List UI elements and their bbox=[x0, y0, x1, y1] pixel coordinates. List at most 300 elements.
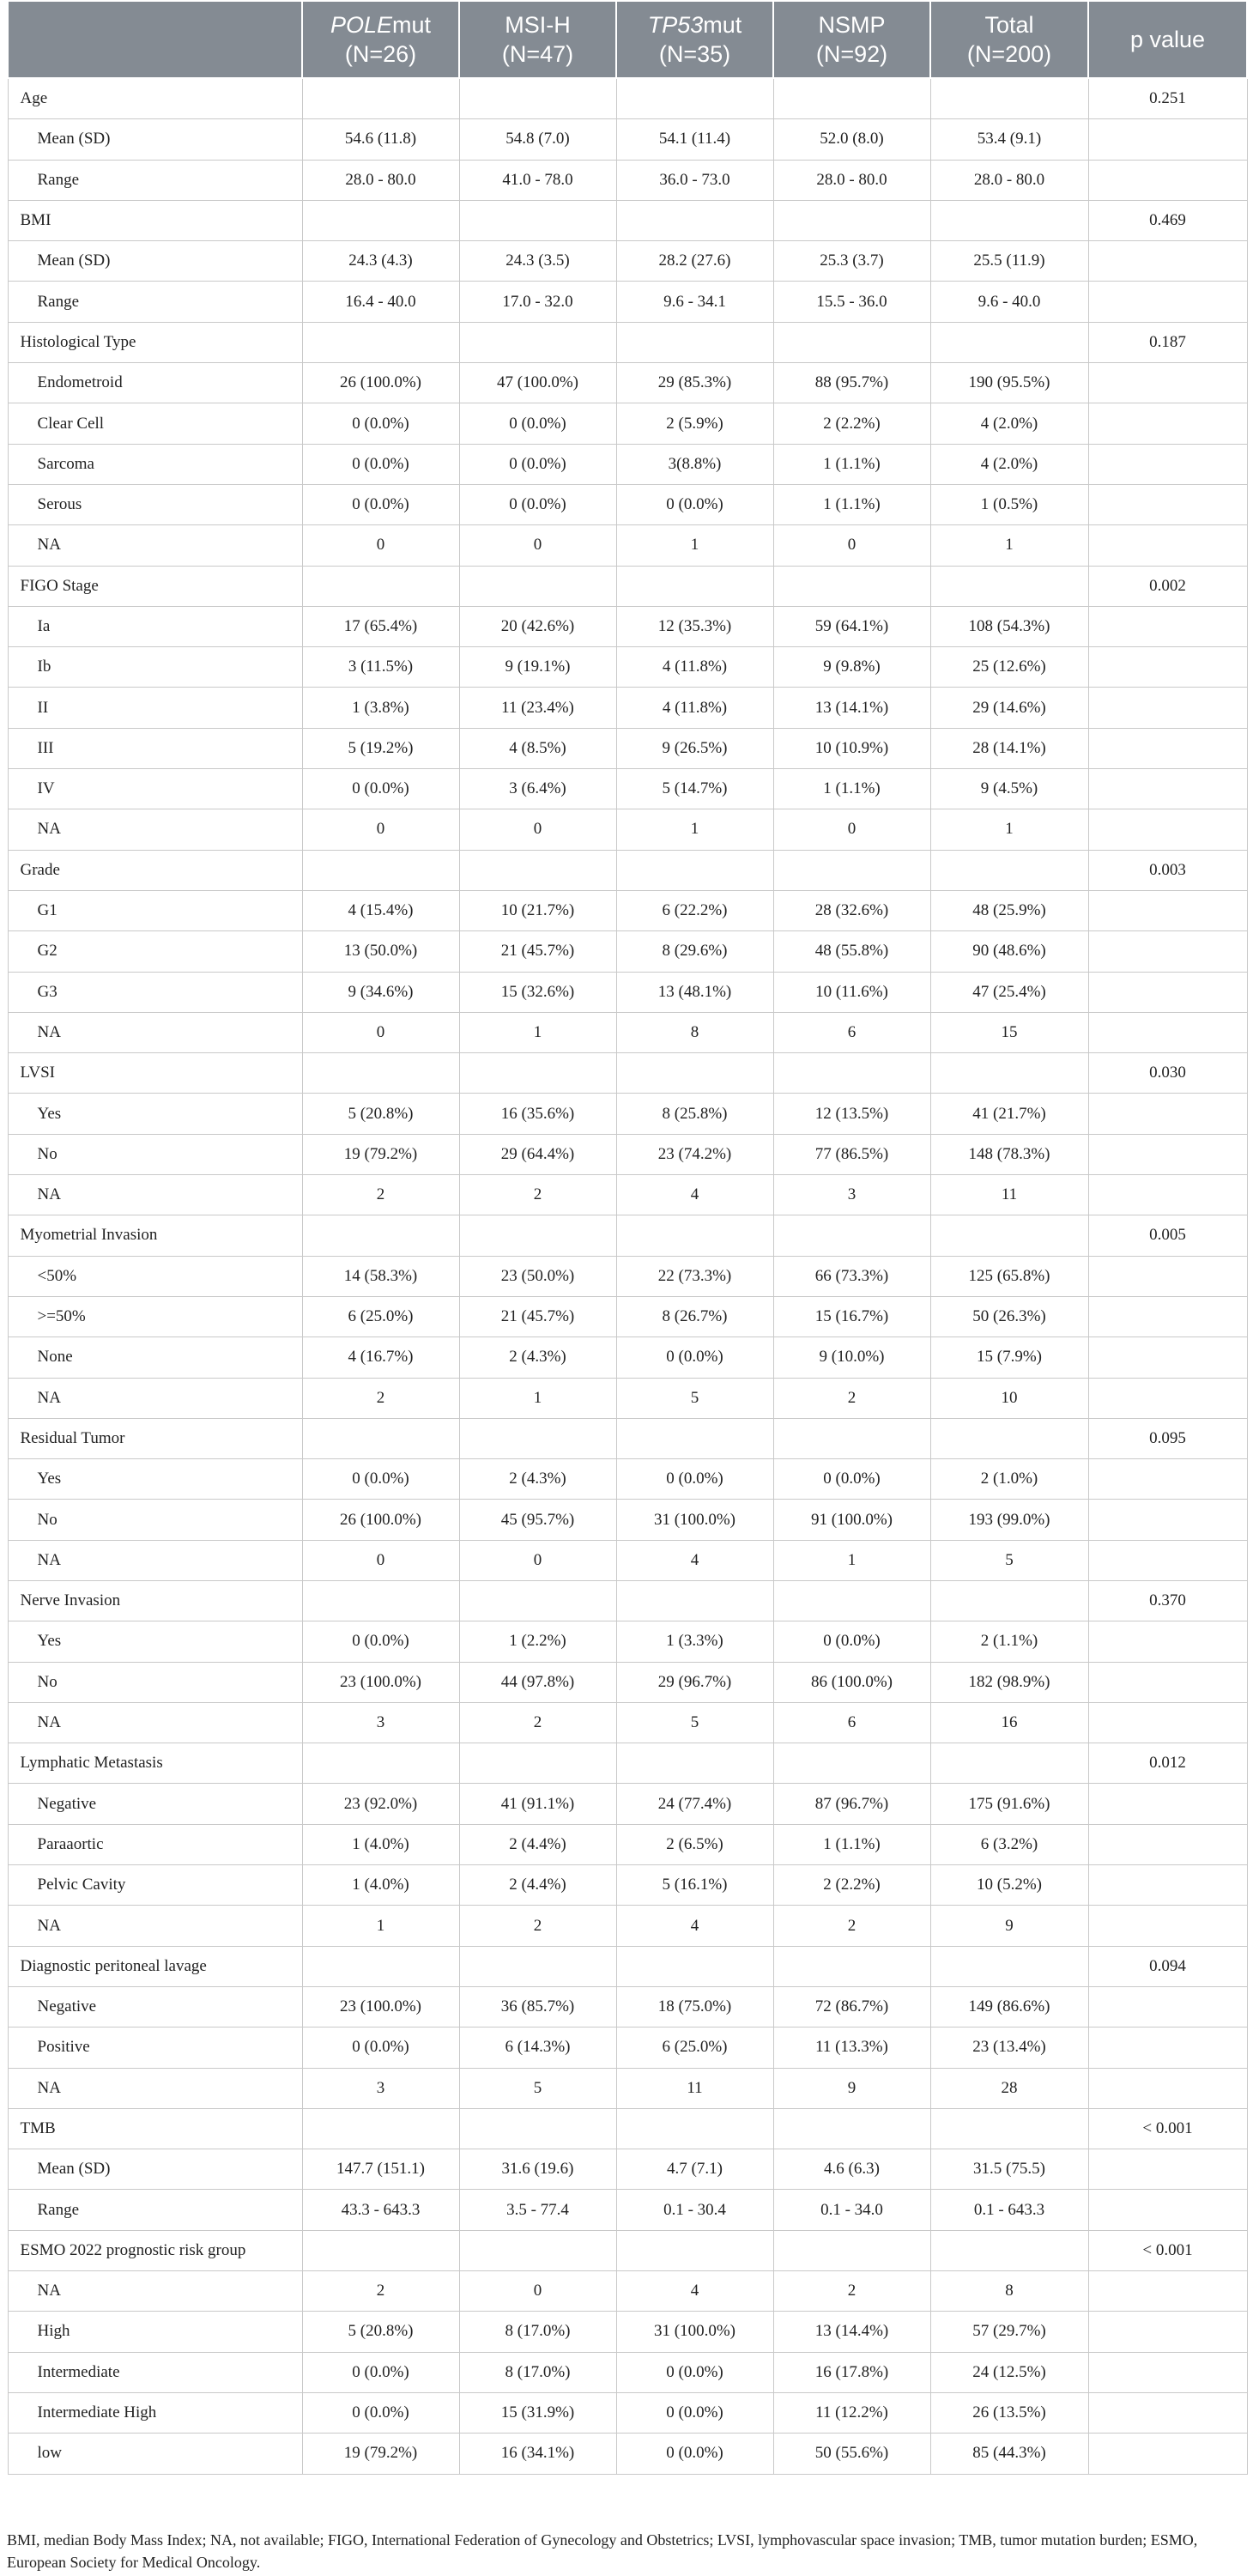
table-cell: 28.0 - 80.0 bbox=[302, 160, 459, 200]
p-value-cell bbox=[1088, 688, 1247, 728]
table-row bbox=[8, 363, 1247, 403]
table-row bbox=[8, 1986, 1247, 2027]
p-value-cell bbox=[1088, 2352, 1247, 2392]
p-value-cell bbox=[1088, 444, 1247, 484]
table-row bbox=[8, 2352, 1247, 2392]
column-header-count: (N=26) bbox=[344, 41, 417, 67]
table-cell: 13 (50.0%) bbox=[302, 931, 459, 972]
table-row bbox=[8, 1459, 1247, 1500]
table-cell: 0 (0.0%) bbox=[302, 2352, 459, 2392]
table-cell: 24 (77.4%) bbox=[616, 1784, 773, 1824]
table-cell: 24 (12.5%) bbox=[930, 2352, 1088, 2392]
table-cell: 5 bbox=[616, 1702, 773, 1743]
table-cell: 23 (100.0%) bbox=[302, 1986, 459, 2027]
p-value-cell bbox=[1088, 484, 1247, 524]
table-cell: 72 (86.7%) bbox=[773, 1986, 930, 2027]
table-cell: 8 (25.8%) bbox=[616, 1094, 773, 1134]
row-label: High bbox=[8, 2312, 302, 2352]
table-cell: 20 (42.6%) bbox=[459, 606, 616, 646]
table-cell: 0 (0.0%) bbox=[616, 1459, 773, 1500]
table-cell: 36 (85.7%) bbox=[459, 1986, 616, 2027]
table-cell bbox=[459, 566, 616, 606]
table-cell: 85 (44.3%) bbox=[930, 2434, 1088, 2474]
table-cell: 43.3 - 643.3 bbox=[302, 2190, 459, 2230]
p-value-cell bbox=[1088, 1824, 1247, 1864]
table-cell: 2 bbox=[773, 1906, 930, 1946]
row-label: Range bbox=[8, 2190, 302, 2230]
p-value-cell bbox=[1088, 1784, 1247, 1824]
row-label: Yes bbox=[8, 1621, 302, 1662]
table-cell: 1 bbox=[930, 809, 1088, 850]
table-cell: 0 (0.0%) bbox=[616, 1337, 773, 1378]
p-value-cell bbox=[1088, 1540, 1247, 1580]
table-group-row bbox=[8, 2230, 1247, 2270]
row-label: ESMO 2022 prognostic risk group bbox=[8, 2230, 302, 2270]
table-group-row bbox=[8, 78, 1247, 119]
table-cell: 87 (96.7%) bbox=[773, 1784, 930, 1824]
table-cell: 5 (16.1%) bbox=[616, 1865, 773, 1906]
table-cell: 15 (7.9%) bbox=[930, 1337, 1088, 1378]
table-cell: 47 (100.0%) bbox=[459, 363, 616, 403]
row-label: Mean (SD) bbox=[8, 119, 302, 160]
p-value-cell bbox=[1088, 1256, 1247, 1296]
row-label: Positive bbox=[8, 2027, 302, 2068]
table-cell: 0 bbox=[773, 525, 930, 566]
table-cell: 10 (10.9%) bbox=[773, 728, 930, 768]
table-cell bbox=[773, 1946, 930, 1986]
table-cell bbox=[616, 1946, 773, 1986]
column-header-text: Total bbox=[984, 12, 1034, 38]
table-row bbox=[8, 1094, 1247, 1134]
table-row bbox=[8, 1784, 1247, 1824]
row-label: Paraaortic bbox=[8, 1824, 302, 1864]
row-label: Yes bbox=[8, 1459, 302, 1500]
p-value-cell bbox=[1088, 809, 1247, 850]
table-cell bbox=[302, 2108, 459, 2149]
row-label: NA bbox=[8, 1906, 302, 1946]
table-cell: 9 (34.6%) bbox=[302, 972, 459, 1012]
table-cell: 31.5 (75.5) bbox=[930, 2149, 1088, 2190]
row-label: NA bbox=[8, 809, 302, 850]
table-row bbox=[8, 1296, 1247, 1336]
table-row bbox=[8, 1621, 1247, 1662]
row-label: low bbox=[8, 2434, 302, 2474]
table-cell: 2 (2.2%) bbox=[773, 1865, 930, 1906]
table-cell bbox=[930, 850, 1088, 890]
p-value-cell: < 0.001 bbox=[1088, 2230, 1247, 2270]
table-cell bbox=[302, 322, 459, 362]
table-cell: 0 bbox=[773, 809, 930, 850]
p-value-cell bbox=[1088, 1175, 1247, 1215]
table-row bbox=[8, 809, 1247, 850]
table-cell: 54.8 (7.0) bbox=[459, 119, 616, 160]
row-label: G2 bbox=[8, 931, 302, 972]
row-label: LVSI bbox=[8, 1053, 302, 1094]
table-cell: 86 (100.0%) bbox=[773, 1662, 930, 1702]
table-cell: 11 (13.3%) bbox=[773, 2027, 930, 2068]
row-label: None bbox=[8, 1337, 302, 1378]
table-cell: 4 (2.0%) bbox=[930, 444, 1088, 484]
p-value-cell bbox=[1088, 160, 1247, 200]
table-cell bbox=[930, 1946, 1088, 1986]
table-cell bbox=[930, 1053, 1088, 1094]
table-cell: 31.6 (19.6) bbox=[459, 2149, 616, 2190]
table-row bbox=[8, 890, 1247, 930]
table-cell: 15 (32.6%) bbox=[459, 972, 616, 1012]
column-header-count: (N=200) bbox=[966, 41, 1052, 67]
table-row bbox=[8, 2190, 1247, 2230]
column-header-count: (N=35) bbox=[658, 41, 731, 67]
table-cell bbox=[930, 2230, 1088, 2270]
table-cell: 9 (10.0%) bbox=[773, 1337, 930, 1378]
p-value-cell bbox=[1088, 2392, 1247, 2433]
table-row bbox=[8, 1012, 1247, 1052]
table-cell bbox=[616, 1053, 773, 1094]
table-cell: 23 (13.4%) bbox=[930, 2027, 1088, 2068]
table-cell: 47 (25.4%) bbox=[930, 972, 1088, 1012]
table-cell: 4 bbox=[616, 2271, 773, 2312]
table-cell: 6 (25.0%) bbox=[302, 1296, 459, 1336]
table-cell bbox=[459, 78, 616, 119]
table-cell bbox=[302, 850, 459, 890]
table-cell bbox=[302, 566, 459, 606]
p-value-cell bbox=[1088, 769, 1247, 809]
table-cell: 0 (0.0%) bbox=[773, 1459, 930, 1500]
table-cell: 3 (6.4%) bbox=[459, 769, 616, 809]
row-label: NA bbox=[8, 1702, 302, 1743]
row-label: No bbox=[8, 1662, 302, 1702]
table-cell: 18 (75.0%) bbox=[616, 1986, 773, 2027]
table-header bbox=[8, 1, 1247, 78]
table-cell bbox=[302, 1215, 459, 1256]
row-label: Range bbox=[8, 282, 302, 322]
row-label: Ia bbox=[8, 606, 302, 646]
table-row bbox=[8, 769, 1247, 809]
table-cell: 1 (0.5%) bbox=[930, 484, 1088, 524]
table-cell: 2 bbox=[459, 1175, 616, 1215]
row-label: Age bbox=[8, 78, 302, 119]
table-cell: 1 (2.2%) bbox=[459, 1621, 616, 1662]
table-group-row bbox=[8, 1418, 1247, 1458]
table-row bbox=[8, 2068, 1247, 2108]
table-cell: 6 bbox=[773, 1012, 930, 1052]
table-cell bbox=[616, 2108, 773, 2149]
table-cell: 1 bbox=[773, 1540, 930, 1580]
table-row bbox=[8, 2271, 1247, 2312]
table-cell: 149 (86.6%) bbox=[930, 1986, 1088, 2027]
table-cell: 59 (64.1%) bbox=[773, 606, 930, 646]
table-cell bbox=[773, 322, 930, 362]
table-cell: 28 (32.6%) bbox=[773, 890, 930, 930]
row-label: Endometroid bbox=[8, 363, 302, 403]
table-cell bbox=[459, 322, 616, 362]
table-cell: 108 (54.3%) bbox=[930, 606, 1088, 646]
table-cell bbox=[616, 566, 773, 606]
table-cell: 52.0 (8.0) bbox=[773, 119, 930, 160]
column-header-text: mut bbox=[392, 12, 432, 38]
p-value-cell bbox=[1088, 1906, 1247, 1946]
table-cell: 1 (4.0%) bbox=[302, 1865, 459, 1906]
table-cell: 31 (100.0%) bbox=[616, 1500, 773, 1540]
row-label: Ib bbox=[8, 647, 302, 688]
table-cell: 0 (0.0%) bbox=[302, 769, 459, 809]
table-cell: 16.4 - 40.0 bbox=[302, 282, 459, 322]
table-cell: 5 (19.2%) bbox=[302, 728, 459, 768]
table-group-row bbox=[8, 200, 1247, 240]
table-row bbox=[8, 2149, 1247, 2190]
p-value-cell: 0.095 bbox=[1088, 1418, 1247, 1458]
p-value-cell bbox=[1088, 606, 1247, 646]
table-cell bbox=[773, 1053, 930, 1094]
table-cell bbox=[459, 1215, 616, 1256]
table-cell: 88 (95.7%) bbox=[773, 363, 930, 403]
table-cell: 1 bbox=[459, 1012, 616, 1052]
table-cell: 2 bbox=[302, 1175, 459, 1215]
clinical-characteristics-table bbox=[7, 0, 1248, 2475]
row-label: Mean (SD) bbox=[8, 2149, 302, 2190]
p-value-cell bbox=[1088, 1986, 1247, 2027]
p-value-cell: 0.003 bbox=[1088, 850, 1247, 890]
table-cell: 0 (0.0%) bbox=[302, 2392, 459, 2433]
row-label: NA bbox=[8, 1378, 302, 1418]
table-cell: 10 bbox=[930, 1378, 1088, 1418]
table-cell: 45 (95.7%) bbox=[459, 1500, 616, 1540]
table-cell: 0 bbox=[459, 809, 616, 850]
table-cell: 26 (13.5%) bbox=[930, 2392, 1088, 2433]
table-cell bbox=[459, 1053, 616, 1094]
table-cell: 0 (0.0%) bbox=[302, 403, 459, 444]
table-cell: 15.5 - 36.0 bbox=[773, 282, 930, 322]
table-cell: 0 (0.0%) bbox=[302, 444, 459, 484]
p-value-cell: 0.005 bbox=[1088, 1215, 1247, 1256]
column-header-title bbox=[774, 10, 929, 39]
column-header-text: mut bbox=[703, 12, 742, 38]
table-cell: 16 (34.1%) bbox=[459, 2434, 616, 2474]
table-cell: 3.5 - 77.4 bbox=[459, 2190, 616, 2230]
table-cell: 1 bbox=[459, 1378, 616, 1418]
row-label: FIGO Stage bbox=[8, 566, 302, 606]
table-cell: 90 (48.6%) bbox=[930, 931, 1088, 972]
table-cell: 48 (55.8%) bbox=[773, 931, 930, 972]
table-cell bbox=[302, 200, 459, 240]
table-cell: 12 (35.3%) bbox=[616, 606, 773, 646]
table-cell: 28.0 - 80.0 bbox=[930, 160, 1088, 200]
table-cell: 13 (48.1%) bbox=[616, 972, 773, 1012]
table-group-row bbox=[8, 850, 1247, 890]
table-row bbox=[8, 403, 1247, 444]
p-value-cell bbox=[1088, 1378, 1247, 1418]
table-cell: 1 bbox=[616, 809, 773, 850]
column-header-title bbox=[303, 10, 458, 39]
table-cell bbox=[459, 850, 616, 890]
table-cell: 19 (79.2%) bbox=[302, 1134, 459, 1174]
table-row bbox=[8, 525, 1247, 566]
table-group-row bbox=[8, 1580, 1247, 1621]
table-cell: 0 (0.0%) bbox=[302, 2027, 459, 2068]
row-label: Mean (SD) bbox=[8, 241, 302, 282]
table-cell: 8 bbox=[930, 2271, 1088, 2312]
table-cell: 2 (1.0%) bbox=[930, 1459, 1088, 1500]
table-row bbox=[8, 2434, 1247, 2474]
table-row bbox=[8, 1824, 1247, 1864]
table-cell: 3 bbox=[302, 2068, 459, 2108]
column-header-1 bbox=[302, 1, 459, 78]
table-cell: 10 (21.7%) bbox=[459, 890, 616, 930]
table-cell bbox=[459, 200, 616, 240]
table-group-row bbox=[8, 322, 1247, 362]
row-label: Yes bbox=[8, 1094, 302, 1134]
table-cell: 25.3 (3.7) bbox=[773, 241, 930, 282]
table-cell: 15 (16.7%) bbox=[773, 1296, 930, 1336]
row-label: Sarcoma bbox=[8, 444, 302, 484]
table-cell: 5 (20.8%) bbox=[302, 2312, 459, 2352]
table-cell bbox=[459, 1580, 616, 1621]
table-cell: 5 bbox=[459, 2068, 616, 2108]
p-value-cell: 0.002 bbox=[1088, 566, 1247, 606]
table-row bbox=[8, 119, 1247, 160]
table-cell: 2 bbox=[773, 1378, 930, 1418]
table-cell bbox=[773, 78, 930, 119]
table-row bbox=[8, 444, 1247, 484]
table-cell: 24.3 (3.5) bbox=[459, 241, 616, 282]
p-value-cell bbox=[1088, 282, 1247, 322]
table-cell: 0 (0.0%) bbox=[459, 444, 616, 484]
table-cell bbox=[302, 1580, 459, 1621]
table-cell: 6 bbox=[773, 1702, 930, 1743]
table-cell: 3 bbox=[773, 1175, 930, 1215]
row-label: <50% bbox=[8, 1256, 302, 1296]
p-value-cell bbox=[1088, 2068, 1247, 2108]
row-label: Residual Tumor bbox=[8, 1418, 302, 1458]
row-label: Nerve Invasion bbox=[8, 1580, 302, 1621]
column-header-5 bbox=[930, 1, 1088, 78]
row-label: Pelvic Cavity bbox=[8, 1865, 302, 1906]
table-cell: 4 bbox=[616, 1906, 773, 1946]
table-cell: 29 (64.4%) bbox=[459, 1134, 616, 1174]
table-row bbox=[8, 282, 1247, 322]
row-label: NA bbox=[8, 2068, 302, 2108]
table-cell bbox=[302, 1053, 459, 1094]
row-label: NA bbox=[8, 2271, 302, 2312]
p-value-cell bbox=[1088, 647, 1247, 688]
table-group-row bbox=[8, 1215, 1247, 1256]
table-cell: 1 bbox=[302, 1906, 459, 1946]
column-header-count: (N=92) bbox=[815, 41, 888, 67]
table-cell bbox=[616, 78, 773, 119]
table-cell: 5 (14.7%) bbox=[616, 769, 773, 809]
row-label: No bbox=[8, 1500, 302, 1540]
table-cell: 4 (11.8%) bbox=[616, 688, 773, 728]
p-value-cell bbox=[1088, 1702, 1247, 1743]
row-label: II bbox=[8, 688, 302, 728]
p-value-cell bbox=[1088, 2434, 1247, 2474]
p-value-cell bbox=[1088, 403, 1247, 444]
table-cell bbox=[616, 1418, 773, 1458]
p-value-cell bbox=[1088, 1621, 1247, 1662]
table-cell: 125 (65.8%) bbox=[930, 1256, 1088, 1296]
table-cell: 4 (11.8%) bbox=[616, 647, 773, 688]
table-row bbox=[8, 1378, 1247, 1418]
table-cell: 11 bbox=[930, 1175, 1088, 1215]
table-cell: 15 (31.9%) bbox=[459, 2392, 616, 2433]
table-cell: 53.4 (9.1) bbox=[930, 119, 1088, 160]
row-label: Diagnostic peritoneal lavage bbox=[8, 1946, 302, 1986]
table-cell bbox=[616, 1743, 773, 1784]
table-cell: 4.6 (6.3) bbox=[773, 2149, 930, 2190]
column-header-count: (N=47) bbox=[501, 41, 574, 67]
table-cell: 31 (100.0%) bbox=[616, 2312, 773, 2352]
p-value-cell bbox=[1088, 1012, 1247, 1052]
table-row bbox=[8, 1540, 1247, 1580]
table-row bbox=[8, 1134, 1247, 1174]
table-row bbox=[8, 2392, 1247, 2433]
table-cell: 147.7 (151.1) bbox=[302, 2149, 459, 2190]
table-cell bbox=[773, 1418, 930, 1458]
table-cell bbox=[459, 2108, 616, 2149]
column-header-text: p value bbox=[1129, 27, 1206, 52]
table-cell: 0 bbox=[459, 2271, 616, 2312]
table-cell: 23 (100.0%) bbox=[302, 1662, 459, 1702]
row-label: Histological Type bbox=[8, 322, 302, 362]
table-cell bbox=[773, 2230, 930, 2270]
column-header-4 bbox=[773, 1, 930, 78]
table-cell: 1 bbox=[930, 525, 1088, 566]
table-cell: 1 (4.0%) bbox=[302, 1824, 459, 1864]
table-row bbox=[8, 972, 1247, 1012]
table-cell bbox=[302, 1946, 459, 1986]
table-cell bbox=[302, 78, 459, 119]
table-group-row bbox=[8, 1946, 1247, 1986]
table-cell: 19 (79.2%) bbox=[302, 2434, 459, 2474]
table-cell: 1 (1.1%) bbox=[773, 769, 930, 809]
table-row bbox=[8, 647, 1247, 688]
table-body bbox=[8, 78, 1247, 2474]
row-label: BMI bbox=[8, 200, 302, 240]
table-cell bbox=[459, 2230, 616, 2270]
table-cell: 28.2 (27.6) bbox=[616, 241, 773, 282]
table-cell: 8 bbox=[616, 1012, 773, 1052]
table-cell: 1 (1.1%) bbox=[773, 444, 930, 484]
column-header-title bbox=[931, 10, 1087, 39]
table-cell bbox=[773, 850, 930, 890]
table-cell: 9 bbox=[930, 1906, 1088, 1946]
p-value-cell: 0.370 bbox=[1088, 1580, 1247, 1621]
table-cell: 6 (22.2%) bbox=[616, 890, 773, 930]
table-cell bbox=[930, 2108, 1088, 2149]
p-value-cell bbox=[1088, 1662, 1247, 1702]
table-cell bbox=[930, 1418, 1088, 1458]
p-value-cell bbox=[1088, 1337, 1247, 1378]
row-label: G3 bbox=[8, 972, 302, 1012]
table-cell: 6 (25.0%) bbox=[616, 2027, 773, 2068]
table-cell: 17.0 - 32.0 bbox=[459, 282, 616, 322]
row-label: NA bbox=[8, 1012, 302, 1052]
table-cell: 0 (0.0%) bbox=[616, 2352, 773, 2392]
table-cell: 3(8.8%) bbox=[616, 444, 773, 484]
table-cell: 0 (0.0%) bbox=[302, 484, 459, 524]
table-cell bbox=[773, 566, 930, 606]
table-cell: 2 bbox=[459, 1702, 616, 1743]
table-cell: 41.0 - 78.0 bbox=[459, 160, 616, 200]
table-group-row bbox=[8, 566, 1247, 606]
table-cell bbox=[616, 322, 773, 362]
table-cell: 0 (0.0%) bbox=[616, 2434, 773, 2474]
row-label: IV bbox=[8, 769, 302, 809]
table-cell bbox=[459, 1743, 616, 1784]
table-cell: 0 (0.0%) bbox=[773, 1621, 930, 1662]
table-cell bbox=[930, 322, 1088, 362]
table-row bbox=[8, 484, 1247, 524]
